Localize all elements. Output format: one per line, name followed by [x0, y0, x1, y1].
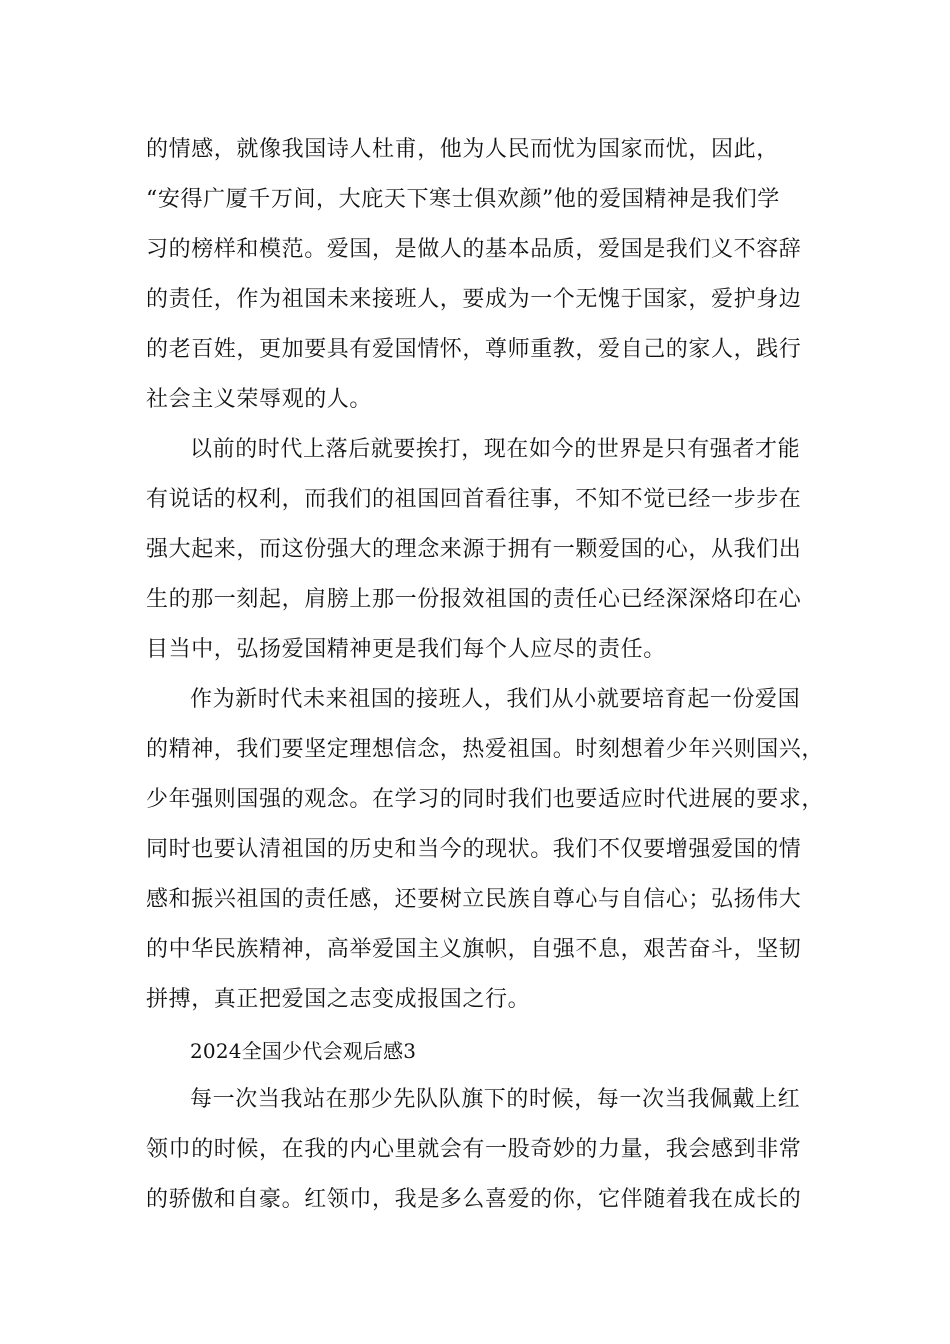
- text-line: “安得广厦千万间，大庇天下寒士俱欢颜”他的爱国精神是我们学: [146, 187, 780, 212]
- text-line: 感和振兴祖国的责任感，还要树立民族自尊心与自信心；弘扬伟大: [146, 887, 802, 912]
- text-line: 强大起来，而这份强大的理念来源于拥有一颗爱国的心，从我们出: [146, 537, 802, 562]
- paragraph-first-line: 作为新时代未来祖国的接班人，我们从小就要培育起一份爱国: [190, 687, 801, 712]
- text-line: 的精神，我们要坚定理想信念，热爱祖国。时刻想着少年兴则国兴，: [146, 737, 825, 762]
- text-line: 拼搏，真正把爱国之志变成报国之行。: [146, 987, 531, 1012]
- paragraph-first-line: 以前的时代上落后就要挨打，现在如今的世界是只有强者才能: [190, 437, 801, 462]
- text-line: 目当中，弘扬爱国精神更是我们每个人应尽的责任。: [146, 637, 666, 662]
- text-line: 同时也要认清祖国的历史和当今的现状。我们不仅要增强爱国的情: [146, 837, 802, 862]
- text-line: 的中华民族精神，高举爱国主义旗帜，自强不息，艰苦奋斗，坚韧: [146, 937, 802, 962]
- text-line: 生的那一刻起，肩膀上那一份报效祖国的责任心已经深深烙印在心: [146, 587, 802, 612]
- text-line: 的情感，就像我国诗人杜甫，他为人民而忧为国家而忧，因此，: [146, 137, 779, 162]
- text-line: 领巾的时候，在我的内心里就会有一股奇妙的力量，我会感到非常: [146, 1137, 802, 1162]
- paragraph-first-line: 每一次当我站在那少先队队旗下的时候，每一次当我佩戴上红: [190, 1087, 801, 1112]
- text-line: 社会主义荣辱观的人。: [146, 387, 373, 412]
- text-line: 的骄傲和自豪。红领巾，我是多么喜爱的你，它伴随着我在成长的: [146, 1187, 802, 1212]
- text-line: 的老百姓，更加要具有爱国情怀，尊师重教，爱自己的家人，践行: [146, 337, 802, 362]
- text-line: 习的榜样和模范。爱国，是做人的基本品质，爱国是我们义不容辞: [146, 237, 802, 262]
- text-line: 少年强则国强的观念。在学习的同时我们也要适应时代进展的要求，: [146, 787, 825, 812]
- section-heading: 2024全国少代会观后感3: [190, 1039, 417, 1063]
- text-line: 有说话的权利，而我们的祖国回首看往事，不知不觉已经一步步在: [146, 487, 802, 512]
- text-line: 的责任，作为祖国未来接班人，要成为一个无愧于国家，爱护身边: [146, 287, 802, 312]
